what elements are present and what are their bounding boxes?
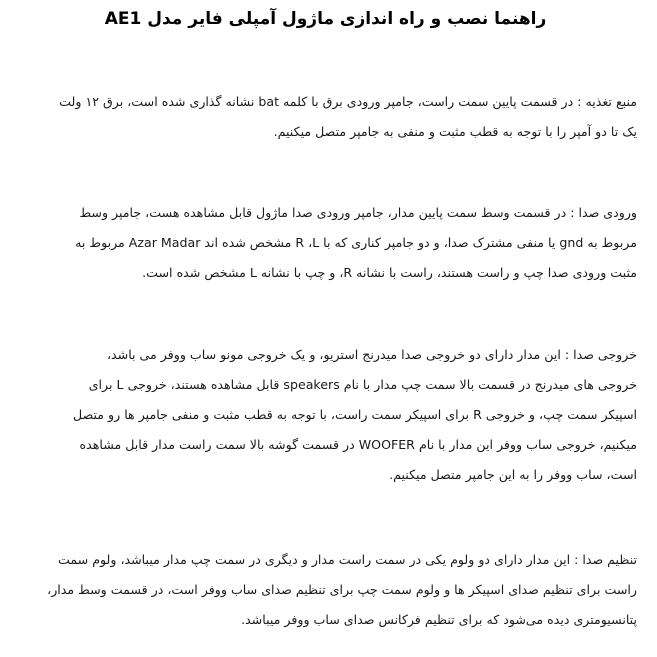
paragraph-line: خروجی صدا : این مدار دارای دو خروجی صدا میدرنج استریو، و یک خروجی مونو ساب ووفر می باشد،	[106, 347, 637, 362]
paragraph-line: است، ساب ووفر را به این جامپر متصل میکنیم.	[389, 467, 637, 482]
audio-input-paragraph	[14, 198, 637, 288]
paragraph-line: خروجی های میدرنج در قسمت بالا سمت چپ مدار با نام speakers قابل مشاهده هستند، خروجی L برای	[88, 377, 637, 392]
paragraph-line: اسپیکر سمت چپ، و خروجی R برای اسپیکر سمت راست، با توجه به قطب مثبت و منفی جامپر ها رو متصل	[73, 407, 637, 422]
paragraph-line: مثبت ورودی صدا چپ و راست هستند، راست با نشانه R، و چپ با نشانه L مشخص شده است.	[142, 265, 637, 280]
paragraph-line: میکنیم، خروجی ساب ووفر این مدار با نام WOOFER در قسمت گوشه بالا سمت راست مدار قابل مشاهده	[79, 437, 637, 452]
paragraph-line: راست برای تنظیم صدای اسپیکر ها و ولوم سمت چپ برای تنظیم صدای ساب ووفر است، در قسمت وسط مدار،	[47, 582, 637, 597]
paragraph-line: تنظیم صدا : این مدار دارای دو ولوم یکی در سمت راست مدار و دیگری در سمت چپ مدار میباشد، ولوم سمت	[58, 552, 637, 567]
audio-output-paragraph	[14, 340, 637, 490]
paragraph-line: مربوط به gnd یا منفی مشترک صدا، و دو جامپر کناری که با R ،L مشخص شده اند Azar Madar مربوط به	[75, 235, 637, 250]
paragraph-line: منبع تغذیه : در قسمت پایین سمت راست، جامپر ورودی برق با کلمه bat نشانه گذاری شده است، برق ۱۲ ولت	[59, 94, 637, 109]
power-supply-paragraph	[14, 87, 637, 147]
paragraph-line: پتانسیومتری دیده می‌شود که برای تنظیم فرکانس صدای ساب ووفر میباشد.	[241, 612, 637, 627]
page-title: راهنما نصب و راه اندازی ماژول آمپلی فایر مدل AE1	[104, 9, 547, 29]
paragraph-line: یک تا دو آمپر را با توجه به قطب مثبت و منفی به جامپر متصل میکنیم.	[273, 124, 637, 139]
paragraph-line: ورودی صدا : در قسمت وسط سمت پایین مدار، جامپر ورودی صدا ماژول قابل مشاهده هست، جامپر وسط	[79, 205, 637, 220]
volume-control-paragraph	[14, 545, 637, 635]
